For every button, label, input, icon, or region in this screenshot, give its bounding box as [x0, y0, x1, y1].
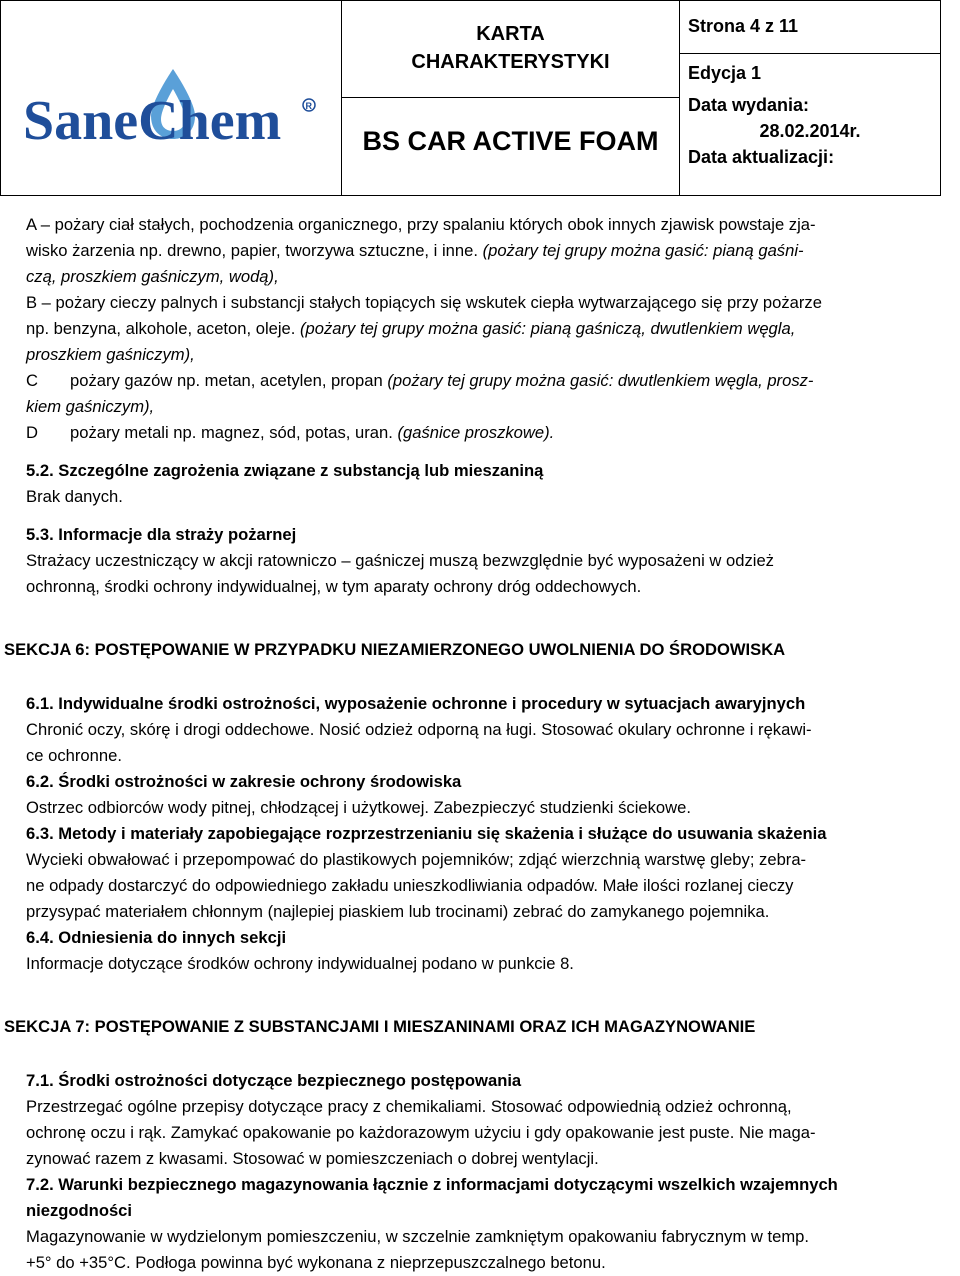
meta-cell — [679, 0, 941, 196]
heading-6-4: 6.4. Odniesienia do innych sekcji — [26, 928, 287, 948]
product-name: BS CAR ACTIVE FOAM — [362, 126, 659, 156]
doc-type-line2: CHARAKTERYSTYKI — [411, 51, 610, 73]
text-6-3b: ne odpady dostarczyć do odpowiedniego zakładu unieszkodliwiania odpadów. Małe ilości rozlanej cieczy — [26, 876, 794, 896]
issue-date: 28.02.2014r. — [759, 121, 861, 141]
fire-class-c: C pożary gazów np. metan, acetylen, propan (pożary tej grupy można gasić: dwutlenkiem węgla, prosz- kiem gaśniczym), — [26, 371, 814, 416]
text-7-1a: Przestrzegać ogólne przepisy dotyczące pracy z chemikaliami. Stosować odpowiednią odzież ochronną, — [26, 1097, 792, 1117]
section-6-title: SEKCJA 6: POSTĘPOWANIE W PRZYPADKU NIEZAMIERZONEGO UWOLNIENIA DO ŚRODOWISKA — [4, 639, 786, 659]
doc-type-line1: KARTA — [476, 23, 545, 45]
text-6-3c: przysypać materiałem chłonnym (najlepiej piaskiem lub trocinami) zebrać do zamykanego pojemnika. — [26, 902, 770, 922]
edition: Edycja 1 — [688, 63, 762, 83]
heading-6-2: 6.2. Środki ostrożności w zakresie ochrony środowiska — [26, 772, 462, 792]
heading-5-3: 5.3. Informacje dla straży pożarnej — [26, 525, 297, 544]
text-7-2a: Magazynowanie w wydzielonym pomieszczeniu, w szczelnie zamkniętym opakowaniu fabrycznym w temp. — [26, 1227, 809, 1247]
text-5-2: Brak danych. — [26, 487, 123, 506]
fire-class-a: A – pożary ciał stałych, pochodzenia organicznego, przy spalaniu których obok innych zjawisk powstaje zja- wisko żarzenia np. drewno, papier, tworzywa sztuczne, i inne. (pożary tej grupy można gasić: pianą gaśni- czą, proszkiem gaśniczym, wodą), — [26, 215, 816, 286]
fire-class-d: D pożary metali np. magnez, sód, potas, uran. (gaśnice proszkowe). — [26, 423, 555, 442]
text-7-1c: zynować razem z kwasami. Stosować w pomieszczeniach o dobrej wentylacji. — [26, 1149, 599, 1169]
heading-6-3: 6.3. Metody i materiały zapobiegające rozprzestrzenianiu się skażenia i służące do usuwania skażenia — [26, 824, 827, 844]
text-6-1a: Chronić oczy, skórę i drogi oddechowe. Nosić odzież odporną na ługi. Stosować okulary ochronne i rękawi- — [26, 720, 812, 740]
text-6-2: Ostrzec odbiorców wody pitnej, chłodzącej i użytkowej. Zabezpieczyć studzienki ściekowe. — [26, 798, 691, 818]
text-5-3a: Strażacy uczestniczący w akcji ratowniczo – gaśniczej muszą bezwzględnie być wyposażeni w odzież — [26, 551, 774, 570]
document-header — [0, 0, 941, 196]
section-7-title: SEKCJA 7: POSTĘPOWANIE Z SUBSTANCJAMI I MIESZANINAMI ORAZ ICH MAGAZYNOWANIE — [4, 1016, 756, 1036]
issue-date-label: Data wydania: — [688, 95, 810, 115]
heading-7-1: 7.1. Środki ostrożności dotyczące bezpiecznego postępowania — [26, 1071, 522, 1091]
fire-class-b: B – pożary cieczy palnych i substancji stałych topiących się wskutek ciepła wytwarzającego się przy pożarze np. benzyna, alkohole, aceton, oleje. (pożary tej grupy można gasić: pianą gaśniczą, dwutlenkiem węgla, proszkiem gaśniczym), — [26, 293, 822, 364]
text-7-1b: ochronę oczu i rąk. Zamykać opakowanie po każdorazowym użyciu i gdy opakowanie jest puste. Nie maga- — [26, 1123, 816, 1143]
text-7-2b: +5° do +35°C. Podłoga powinna być wykonana z nieprzepuszczalnego betonu. — [26, 1253, 606, 1273]
text-5-3b: ochronną, środki ochrony indywidualnej, w tym aparaty ochrony dróg oddechowych. — [26, 577, 642, 596]
doc-type-cell — [341, 0, 680, 98]
logo-text: SaneChem — [23, 90, 282, 152]
page-number: Strona 4 z 11 — [688, 16, 799, 36]
page-content — [4, 212, 958, 1276]
text-6-1b: ce ochronne. — [26, 746, 122, 766]
heading-7-2a: 7.2. Warunki bezpiecznego magazynowania łącznie z informacjami dotyczącymi wszelkich wzajemnych — [26, 1175, 838, 1195]
text-6-4: Informacje dotyczące środków ochrony indywidualnej podano w punkcie 8. — [26, 954, 574, 974]
text-6-3a: Wycieki obwałować i przepompować do plastikowych pojemników; zdjąć wierzchnią warstwę gleby; zebra- — [26, 850, 807, 870]
logo-cell — [0, 0, 342, 196]
heading-5-2: 5.2. Szczególne zagrożenia związane z substancją lub mieszaniną — [26, 461, 544, 480]
product-name-cell — [341, 97, 680, 196]
svg-text:R: R — [305, 101, 312, 111]
heading-6-1: 6.1. Indywidualne środki ostrożności, wyposażenie ochronne i procedury w sytuacjach awaryjnych — [26, 694, 806, 714]
sanechem-logo — [23, 61, 323, 161]
heading-7-2b: niezgodności — [26, 1201, 133, 1221]
update-label: Data aktualizacji: — [688, 147, 835, 167]
